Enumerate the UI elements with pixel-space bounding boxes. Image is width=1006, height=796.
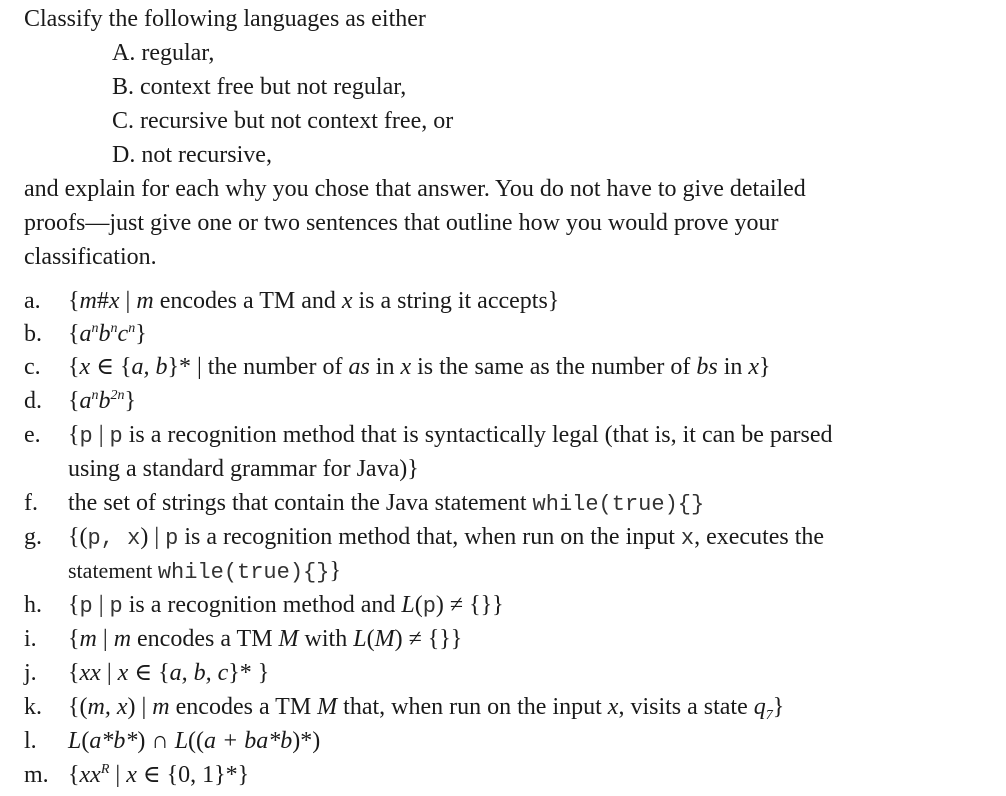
math-var: x xyxy=(748,354,760,380)
math-text: | xyxy=(92,592,110,618)
math-text: }* | the number of xyxy=(167,354,349,380)
math-var: m xyxy=(79,626,97,652)
item-label: h. xyxy=(24,592,42,618)
math-var: L xyxy=(68,728,82,754)
math-text: , executes the xyxy=(694,524,825,550)
math-text: with xyxy=(298,626,354,652)
math-text: { xyxy=(68,422,80,448)
math-var: a, b xyxy=(131,354,168,380)
math-text: is a recognition method that is syntactically legal (that is, it can be parsed xyxy=(122,422,833,448)
math-text: , visits a state xyxy=(618,694,754,720)
math-text: | xyxy=(96,626,114,652)
math-text: is a recognition method that, when run on the input xyxy=(178,524,681,550)
math-text: that, when run on the input xyxy=(337,694,608,720)
item-label: k. xyxy=(24,694,42,720)
item-e-continuation: using a standard grammar for Java)} xyxy=(68,456,419,482)
math-var: m xyxy=(113,626,132,652)
math-text: {( xyxy=(68,524,88,550)
option-d: D. not recursive, xyxy=(112,142,272,168)
math-text: ) | xyxy=(127,694,153,720)
math-text: { xyxy=(68,592,80,618)
math-var: M xyxy=(317,694,338,720)
math-var: x xyxy=(341,288,353,314)
math-var: b xyxy=(98,388,111,414)
item-label: g. xyxy=(24,524,42,550)
math-var: m xyxy=(136,288,154,314)
math-text: } xyxy=(759,354,771,380)
explain-line-3: classification. xyxy=(24,244,157,270)
math-text: ) ∩ xyxy=(137,728,175,754)
math-var: as xyxy=(348,354,370,380)
math-text: is the same as the number of xyxy=(411,354,697,380)
math-text: ) ≠ {}} xyxy=(394,626,463,652)
math-var: x xyxy=(400,354,412,380)
math-text: the set of strings that contain the Java statement xyxy=(68,490,533,516)
explain-line-1: and explain for each why you chose that answer. You do not have to give detailed xyxy=(24,176,806,202)
item-e xyxy=(24,418,833,454)
math-text: { xyxy=(68,626,80,652)
math-sup: n xyxy=(91,321,99,336)
item-j xyxy=(24,656,269,690)
math-text: { xyxy=(68,288,80,314)
math-text: } xyxy=(772,694,785,720)
math-text: encodes a TM xyxy=(131,626,279,652)
math-sup: n xyxy=(128,321,136,336)
item-c xyxy=(24,350,771,384)
math-text: is a recognition method and xyxy=(122,592,402,618)
code-text: while(true){} xyxy=(157,560,330,585)
math-sub: 7 xyxy=(765,708,773,723)
math-text: ) ≠ {}} xyxy=(435,592,504,618)
math-text: | xyxy=(92,422,110,448)
item-label: d. xyxy=(24,388,42,414)
explain-line-2: proofs—just give one or two sentences that outline how you would prove your xyxy=(24,210,779,236)
item-label: f. xyxy=(24,490,38,516)
code-text: while(true){} xyxy=(532,492,705,517)
math-text: { xyxy=(68,354,80,380)
math-var: x xyxy=(117,660,129,686)
math-text: }* } xyxy=(228,660,270,686)
item-m xyxy=(24,758,249,792)
math-var: L xyxy=(401,592,415,618)
math-text: | xyxy=(109,762,127,788)
math-text: ∈ {0, 1}*} xyxy=(136,762,250,788)
code-text: p xyxy=(79,594,93,619)
math-var: a + ba*b xyxy=(204,728,293,754)
math-text: {( xyxy=(68,694,88,720)
math-text: in xyxy=(369,354,401,380)
math-sup: R xyxy=(100,762,110,777)
code-text: p xyxy=(165,526,179,551)
intro-text: Classify the following languages as either xyxy=(24,6,426,32)
math-sup: n xyxy=(110,321,118,336)
math-text: { xyxy=(68,660,80,686)
item-label: c. xyxy=(24,354,41,380)
math-var: xx xyxy=(79,660,101,686)
math-text: | xyxy=(119,288,137,314)
math-var: m, x xyxy=(87,694,128,720)
item-g-continuation xyxy=(68,554,341,590)
math-var: x xyxy=(108,288,120,314)
item-label: e. xyxy=(24,422,41,448)
item-h xyxy=(24,588,504,624)
math-text: ) | xyxy=(140,524,166,550)
math-var: a xyxy=(79,321,92,347)
item-g xyxy=(24,520,824,556)
math-var: L xyxy=(353,626,367,652)
math-text: { xyxy=(68,388,80,414)
math-text: ∈ { xyxy=(90,354,132,380)
item-label: m. xyxy=(24,762,49,788)
math-var: bs xyxy=(696,354,718,380)
math-text: statement xyxy=(68,558,158,583)
math-text: { xyxy=(68,321,80,347)
math-var: c xyxy=(117,321,129,347)
option-b: B. context free but not regular, xyxy=(112,74,407,100)
math-text: # xyxy=(96,288,109,314)
math-text: encodes a TM xyxy=(169,694,318,720)
math-text: } xyxy=(329,558,341,584)
math-var: a, b, c xyxy=(169,660,229,686)
math-var: a*b* xyxy=(89,728,138,754)
math-text: { xyxy=(68,762,80,788)
math-text: | xyxy=(100,660,118,686)
math-text: is a string it accepts} xyxy=(352,288,560,314)
math-text: in xyxy=(717,354,749,380)
item-i xyxy=(24,622,462,656)
math-text: ( xyxy=(81,728,90,754)
item-label: j. xyxy=(24,660,37,686)
code-text: p xyxy=(109,424,123,449)
math-var: x xyxy=(79,354,91,380)
option-c: C. recursive but not context free, or xyxy=(112,108,454,134)
math-var: x xyxy=(126,762,137,788)
math-text: )*) xyxy=(292,728,321,754)
item-f xyxy=(24,486,704,522)
math-var: m xyxy=(79,288,97,314)
item-label: i. xyxy=(24,626,37,652)
item-a xyxy=(24,284,559,318)
math-var: b xyxy=(98,321,111,347)
item-b xyxy=(24,317,147,351)
code-text: x xyxy=(680,526,695,551)
math-var: q xyxy=(753,694,766,720)
math-text: ( xyxy=(414,592,423,618)
math-text: ∈ { xyxy=(128,660,170,686)
math-sup: n xyxy=(91,388,99,403)
math-text: encodes a TM and xyxy=(153,288,342,314)
math-text: } xyxy=(124,388,137,414)
code-text: p xyxy=(79,424,93,449)
item-label: l. xyxy=(24,728,37,754)
item-label: b. xyxy=(24,321,42,347)
math-text: ( xyxy=(366,626,375,652)
math-var: a xyxy=(79,388,92,414)
math-var: xx xyxy=(79,762,101,788)
math-text: (( xyxy=(188,728,205,754)
code-text: p xyxy=(109,594,123,619)
code-text: p xyxy=(422,594,436,619)
math-var: M xyxy=(374,626,395,652)
math-text: } xyxy=(135,321,147,347)
item-label: a. xyxy=(24,288,41,314)
math-var: L xyxy=(174,728,189,754)
math-var: m xyxy=(152,694,170,720)
math-sup: 2n xyxy=(110,388,125,403)
option-a: A. regular, xyxy=(112,40,215,66)
math-var: x xyxy=(607,694,619,720)
math-var: M xyxy=(278,626,299,652)
item-d xyxy=(24,384,136,418)
item-l xyxy=(24,724,320,758)
item-k xyxy=(24,690,784,724)
code-text: p, x xyxy=(87,526,141,551)
